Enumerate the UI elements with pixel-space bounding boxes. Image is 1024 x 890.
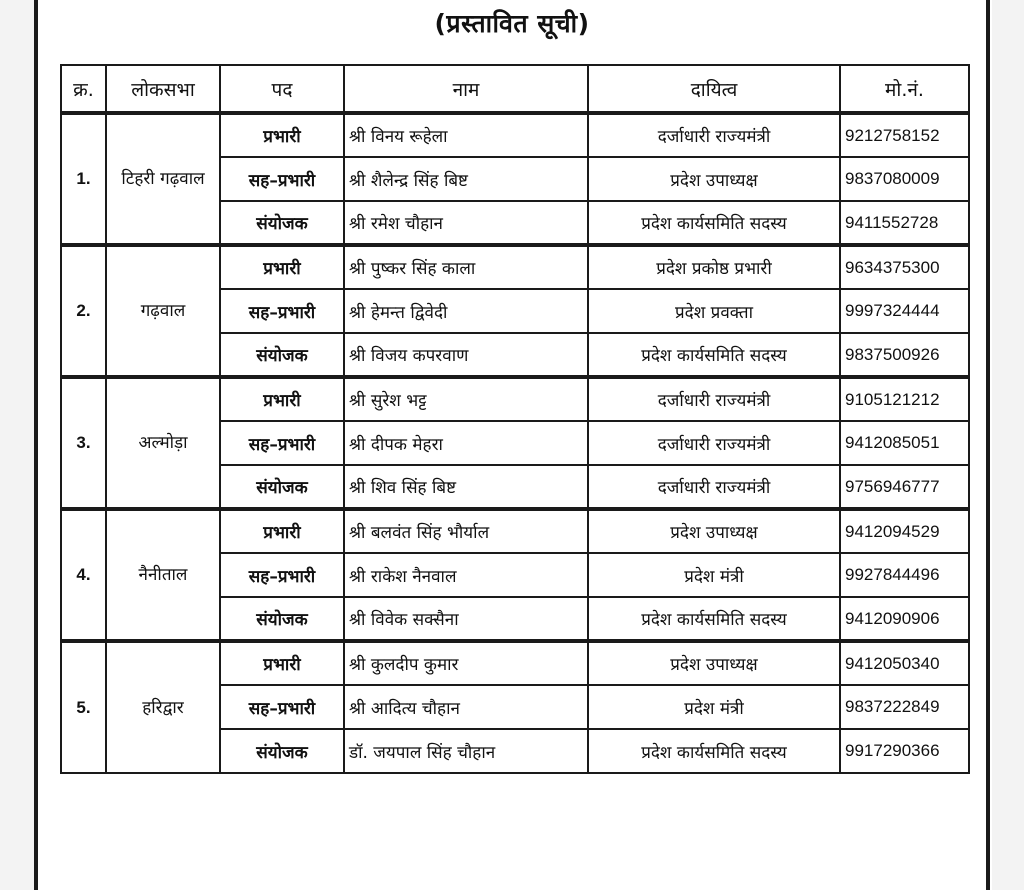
mobile-cell: 9634375300 [840,245,969,289]
naam-cell: श्री विनय रूहेला [344,113,588,157]
naam-cell: श्री आदित्य चौहान [344,685,588,729]
header-serial: क्र. [61,65,106,113]
dayitva-cell: प्रदेश कार्यसमिति सदस्य [588,201,840,245]
naam-cell: श्री रमेश चौहान [344,201,588,245]
naam-cell: श्री विजय कपरवाण [344,333,588,377]
table-row [61,509,969,553]
pad-cell: सह–प्रभारी [220,553,344,597]
header-row [61,65,969,113]
pad-cell: संयोजक [220,201,344,245]
dayitva-cell: प्रदेश उपाध्यक्ष [588,157,840,201]
dayitva-cell: प्रदेश मंत्री [588,553,840,597]
serial-cell: 1. [61,113,106,245]
table-row [61,377,969,421]
group-almora [61,377,969,509]
header-naam: नाम [344,65,588,113]
group-nainital [61,509,969,641]
page-border-left [34,0,38,890]
group-garhwal [61,245,969,377]
header-dayitva: दायित्व [588,65,840,113]
dayitva-cell: प्रदेश मंत्री [588,685,840,729]
mobile-cell: 9837222849 [840,685,969,729]
dayitva-cell: दर्जाधारी राज्यमंत्री [588,421,840,465]
dayitva-cell: दर्जाधारी राज्यमंत्री [588,113,840,157]
loksabha-cell: अल्मोड़ा [106,377,220,509]
dayitva-cell: दर्जाधारी राज्यमंत्री [588,377,840,421]
mobile-cell: 9917290366 [840,729,969,773]
mobile-cell: 9412090906 [840,597,969,641]
loksabha-cell: गढ़वाल [106,245,220,377]
dayitva-cell: प्रदेश प्रवक्ता [588,289,840,333]
mobile-cell: 9105121212 [840,377,969,421]
table-row [61,245,969,289]
naam-cell: श्री विवेक सक्सैना [344,597,588,641]
document-title: (प्रस्तावित सूची) [434,9,590,38]
pad-cell: संयोजक [220,333,344,377]
loksabha-cell: नैनीताल [106,509,220,641]
mobile-cell: 9837500926 [840,333,969,377]
header-pad: पद [220,65,344,113]
table-row [61,113,969,157]
naam-cell: श्री राकेश नैनवाल [344,553,588,597]
serial-cell: 4. [61,509,106,641]
dayitva-cell: प्रदेश उपाध्यक्ष [588,641,840,685]
dayitva-cell: प्रदेश कार्यसमिति सदस्य [588,333,840,377]
pad-cell: संयोजक [220,465,344,509]
dayitva-cell: प्रदेश कार्यसमिति सदस्य [588,729,840,773]
pad-cell: संयोजक [220,597,344,641]
naam-cell: श्री शैलेन्द्र सिंह बिष्ट [344,157,588,201]
pad-cell: सह–प्रभारी [220,685,344,729]
pad-cell: संयोजक [220,729,344,773]
mobile-cell: 9212758152 [840,113,969,157]
mobile-cell: 9412085051 [840,421,969,465]
dayitva-cell: प्रदेश उपाध्यक्ष [588,509,840,553]
naam-cell: श्री कुलदीप कुमार [344,641,588,685]
proposed-list-table [60,64,970,774]
pad-cell: प्रभारी [220,509,344,553]
pad-cell: प्रभारी [220,641,344,685]
naam-cell: श्री बलवंत सिंह भौर्याल [344,509,588,553]
header-mobile: मो.नं. [840,65,969,113]
pad-cell: सह–प्रभारी [220,421,344,465]
mobile-cell: 9412094529 [840,509,969,553]
naam-cell: डॉ. जयपाल सिंह चौहान [344,729,588,773]
table-row [61,641,969,685]
pad-cell: प्रभारी [220,113,344,157]
pad-cell: प्रभारी [220,377,344,421]
serial-cell: 5. [61,641,106,773]
loksabha-cell: टिहरी गढ़वाल [106,113,220,245]
pad-cell: प्रभारी [220,245,344,289]
pad-cell: सह–प्रभारी [220,289,344,333]
mobile-cell: 9837080009 [840,157,969,201]
serial-cell: 3. [61,377,106,509]
naam-cell: श्री दीपक मेहरा [344,421,588,465]
dayitva-cell: प्रदेश प्रकोष्ठ प्रभारी [588,245,840,289]
mobile-cell: 9927844496 [840,553,969,597]
group-tehri-garhwal [61,113,969,245]
serial-cell: 2. [61,245,106,377]
mobile-cell: 9997324444 [840,289,969,333]
naam-cell: श्री सुरेश भट्ट [344,377,588,421]
mobile-cell: 9756946777 [840,465,969,509]
dayitva-cell: प्रदेश कार्यसमिति सदस्य [588,597,840,641]
group-haridwar [61,641,969,773]
naam-cell: श्री हेमन्त द्विवेदी [344,289,588,333]
naam-cell: श्री शिव सिंह बिष्ट [344,465,588,509]
dayitva-cell: दर्जाधारी राज्यमंत्री [588,465,840,509]
header-loksabha: लोकसभा [106,65,220,113]
mobile-cell: 9412050340 [840,641,969,685]
pad-cell: सह–प्रभारी [220,157,344,201]
mobile-cell: 9411552728 [840,201,969,245]
page-border-right [986,0,990,890]
loksabha-cell: हरिद्वार [106,641,220,773]
naam-cell: श्री पुष्कर सिंह काला [344,245,588,289]
